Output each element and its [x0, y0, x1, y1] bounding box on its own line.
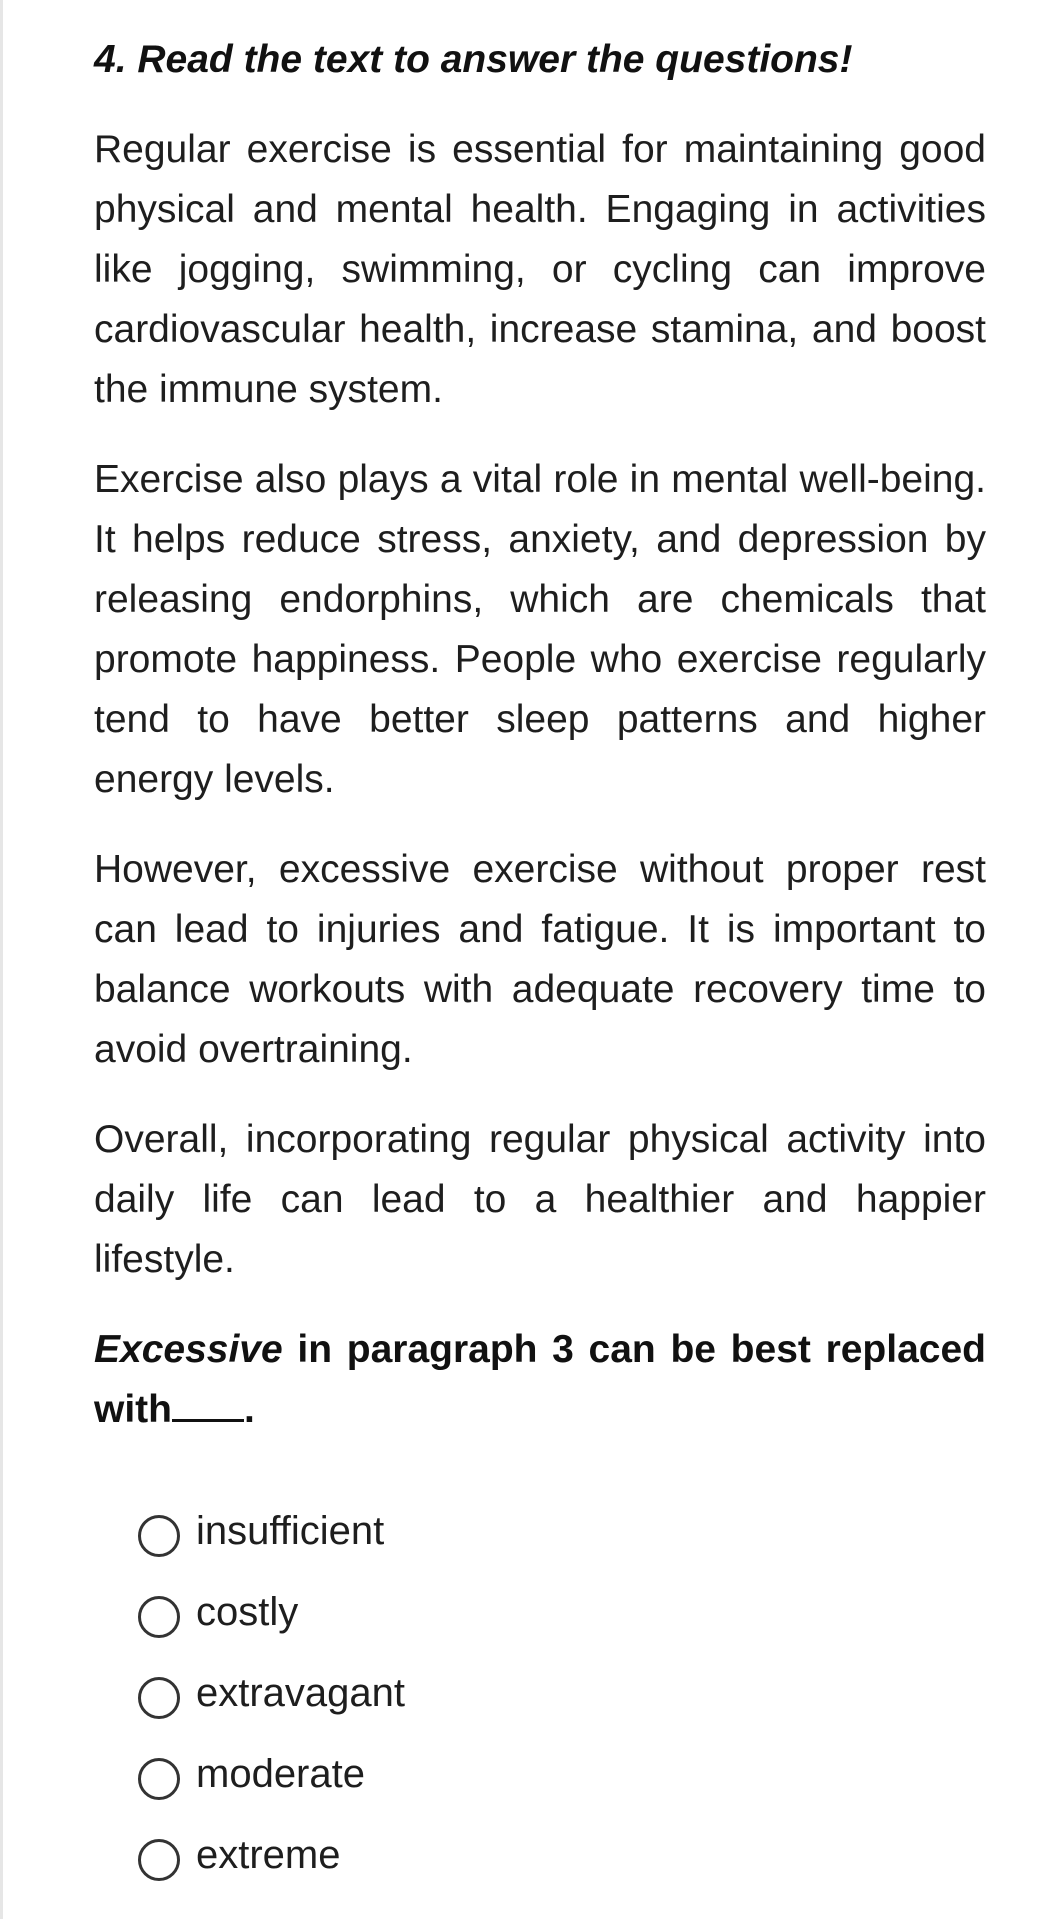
option-label: extravagant [196, 1670, 406, 1715]
option-label: extreme [196, 1832, 341, 1877]
radio-button-icon[interactable] [138, 1515, 180, 1557]
passage-paragraph-1: Regular exercise is essential for maintaining good physical and mental health. Engaging in activities like jogging, swimming, or cycling can improve cardiovascular health, increase stamina, and boost the immune system. [94, 128, 986, 411]
question-keyword: Excessive [94, 1328, 283, 1371]
answer-blank [172, 1381, 244, 1422]
option-label: costly [196, 1589, 299, 1634]
passage-paragraph-2: Exercise also plays a vital role in mental well-being. It helps reduce stress, anxiety, and depression by releasing endorphins, which are chemicals that promote happiness. People who exercise regularly tend to have better sleep patterns and higher energy levels. [94, 458, 986, 801]
question-prompt [94, 1320, 986, 1440]
option-insufficient[interactable] [138, 1490, 986, 1571]
close-icon[interactable] [973, 0, 1009, 6]
question-end: . [243, 1388, 255, 1431]
passage-paragraph-4: Overall, incorporating regular physical activity into daily life can lead to a healthier and happier lifestyle. [94, 1118, 986, 1281]
question-text: in paragraph 3 can be best replaced with [94, 1328, 986, 1431]
page-left-border [0, 0, 3, 1919]
radio-button-icon[interactable] [138, 1758, 180, 1800]
option-extreme[interactable] [138, 1814, 986, 1895]
option-label: moderate [196, 1751, 365, 1796]
passage-paragraph-3: However, excessive exercise without proper rest can lead to injuries and fatigue. It is important to balance workouts with adequate recovery time to avoid overtraining. [94, 848, 986, 1071]
option-costly[interactable] [138, 1571, 986, 1652]
option-label: insufficient [196, 1508, 385, 1553]
option-extravagant[interactable] [138, 1652, 986, 1733]
option-moderate[interactable] [138, 1733, 986, 1814]
question-heading: 4. Read the text to answer the questions! [94, 38, 853, 81]
answer-options [94, 1490, 986, 1895]
radio-button-icon[interactable] [138, 1596, 180, 1638]
reading-passage [94, 120, 986, 1290]
radio-button-icon[interactable] [138, 1839, 180, 1881]
radio-button-icon[interactable] [138, 1677, 180, 1719]
reading-question-card [94, 30, 986, 1895]
